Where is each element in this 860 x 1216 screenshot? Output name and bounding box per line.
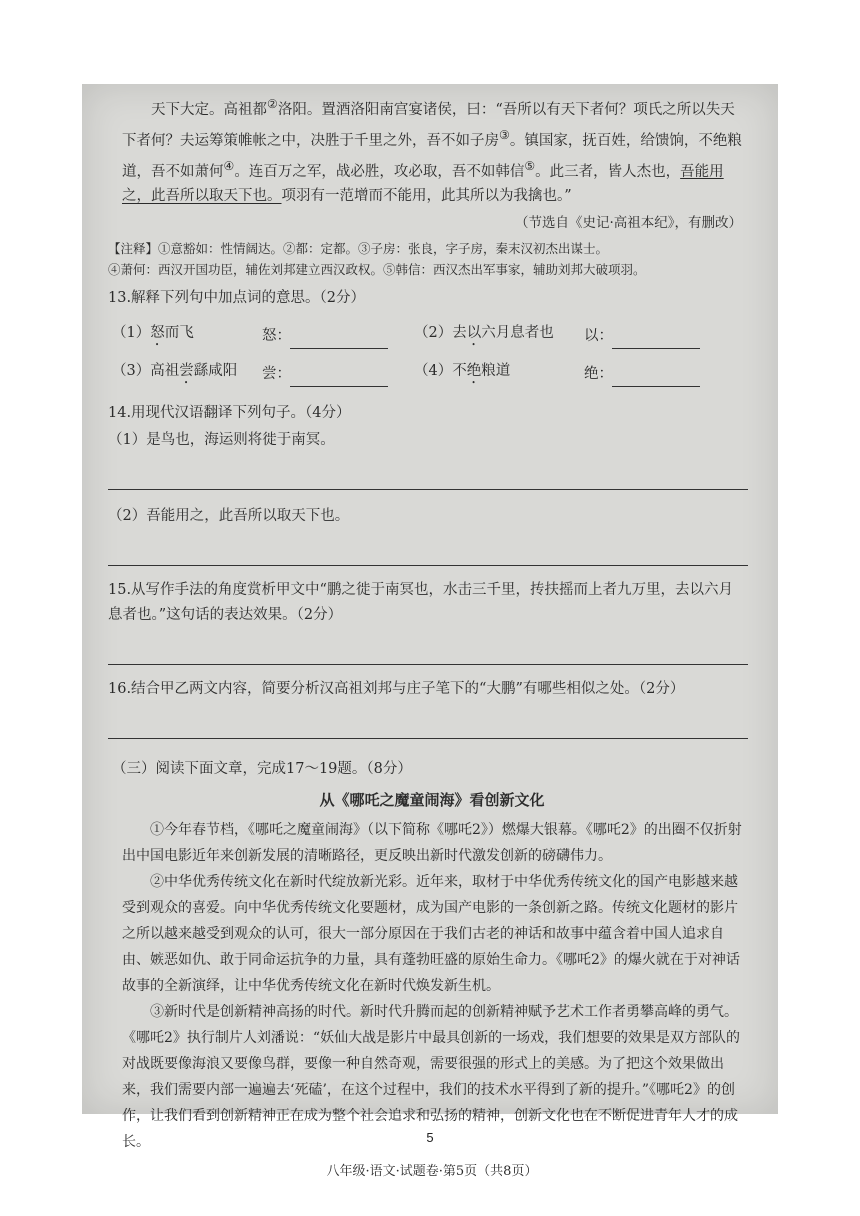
section-3-heading: （三）阅读下面文章，完成17～19题。（8分） <box>112 761 412 778</box>
underlined-sentence: 吾能用之，此吾所以取天下也。 <box>122 163 724 205</box>
article-paragraph-2: ②中华优秀传统文化在新时代绽放新光彩。近年来，取材于中华优秀传统文化的国产电影越来越受到观众的喜爱。向中华优秀传统文化要题材，成为国产电影的一条创新之路。传统文化题材的影片之所以越来越受到观众的认可，很大一部分原因在于我们古老的神话和故事中蕴含着中国人追求自由、嫉恶如仇、敢于同命运抗争的力量，具有蓬勃旺盛的原始生命力。《哪吒2》的爆火就在于对神话故事的全新演绎，让中华优秀传统文化在新时代焕发新生机。 <box>122 874 740 995</box>
article-paragraph-1: ①今年春节档，《哪吒之魔童闹海》（以下简称《哪吒2》）燃爆大银幕。《哪吒2》的出圈不仅折射出中国电影近年来创新发展的清晰路径，更反映出新时代激发创新的磅礴伟力。 <box>122 822 742 865</box>
q13-item-4: （4）不绝粮道 <box>414 363 511 380</box>
page-number: 5 <box>426 1130 434 1145</box>
q13-answer-blank-3[interactable] <box>290 368 388 387</box>
article-paragraph-3: ③新时代是创新精神高扬的时代。新时代升腾而起的创新精神赋予艺术工作者勇攀高峰的勇气。《哪吒2》执行制片人刘潘说：“妖仙大战是影片中最具创新的一场戏，我们想要的效果是双方部队的对战既要像海浪又要像鸟群，要像一种自然奇观，需要很强的形式上的美感。为了把这个效果做出来，我们需要内部一遍遍去‘死磕’，在这个过程中，我们的技术水平得到了新的提升。”《哪吒2》的创作，让我们看到创新精神正在成为整个社会追求和弘扬的精神，创新文化也在不断促进青年人才的成长。 <box>122 1004 741 1151</box>
q13-item-1: （1）怒而飞 <box>112 325 194 342</box>
q14-sentence-2: （2）吾能用之，此吾所以取天下也。 <box>108 508 350 525</box>
question-13-row-2 <box>112 361 742 387</box>
page-footer: 八年级·语文·试题卷·第5页（共8页） <box>326 1164 538 1180</box>
q14-sentence-1: （1）是鸟也，海运则将徙于南冥。 <box>108 432 335 449</box>
q13-label-2: 以： <box>584 328 613 345</box>
article-body <box>122 817 742 1155</box>
passage-b: 天下大定。高祖都②洛阳。置酒洛阳南宫宴诸侯，曰：“吾所以有天下者何？项氏之所以失天下者何？夫运筹策帷帐之中，决胜于千里之外，吾不如子房③。镇国家，抚百姓，给馈饷，不绝粮道，吾不如萧何④。连百万之军，战必胜，攻必取，吾不如韩信⑤。此三者，皆人杰也，吾能用之，此吾所以取天下也。项羽有一范增而不能用，此其所以为我擒也。” <box>122 97 742 205</box>
article-title: 从《哪吒之魔童闹海》看创新文化 <box>319 791 545 810</box>
q13-answer-blank-4[interactable] <box>612 368 700 387</box>
q14-answer-line-1[interactable] <box>108 463 748 490</box>
q13-label-4: 绝： <box>584 366 613 383</box>
passage-source: （节选自《史记·高祖本纪》，有删改） <box>514 215 742 232</box>
q16-answer-line[interactable] <box>108 712 748 739</box>
q13-item-3: （3）高祖尝繇咸阳 <box>112 363 238 380</box>
q13-label-1: 怒： <box>262 328 291 345</box>
question-13-stem: 13.解释下列句中加点词的意思。（2分） <box>108 290 366 307</box>
question-16-stem: 16.结合甲乙两文内容，简要分析汉高祖刘邦与庄子笔下的“大鹏”有哪些相似之处。（2分） <box>108 681 685 698</box>
scanned-exam-page <box>82 84 778 1180</box>
q13-answer-blank-2[interactable] <box>612 330 700 349</box>
question-13-row-1 <box>112 323 742 349</box>
annotations <box>108 238 742 280</box>
page-content <box>108 92 742 1184</box>
notes-line-2: ④萧何：西汉开国功臣，辅佐刘邦建立西汉政权。⑤韩信：西汉杰出军事家，辅助刘邦大破项羽。 <box>108 262 646 278</box>
notes-line-1: 【注释】①意豁如：性情阔达。②都：定都。③子房：张良，字子房，秦末汉初杰出谋士。 <box>108 241 609 257</box>
q13-item-2: （2）去以六月息者也 <box>414 325 554 342</box>
q15-answer-line[interactable] <box>108 638 748 665</box>
q13-answer-blank-1[interactable] <box>290 330 388 349</box>
question-15-stem: 15.从写作手法的角度赏析甲文中“鹏之徙于南冥也，水击三千里，抟扶摇而上者九万里，去以六月息者也。”这句话的表达效果。（2分） <box>108 582 733 624</box>
question-14-stem: 14.用现代汉语翻译下列句子。（4分） <box>108 405 351 422</box>
q13-label-3: 尝： <box>262 366 291 383</box>
q14-answer-line-2[interactable] <box>108 539 748 566</box>
